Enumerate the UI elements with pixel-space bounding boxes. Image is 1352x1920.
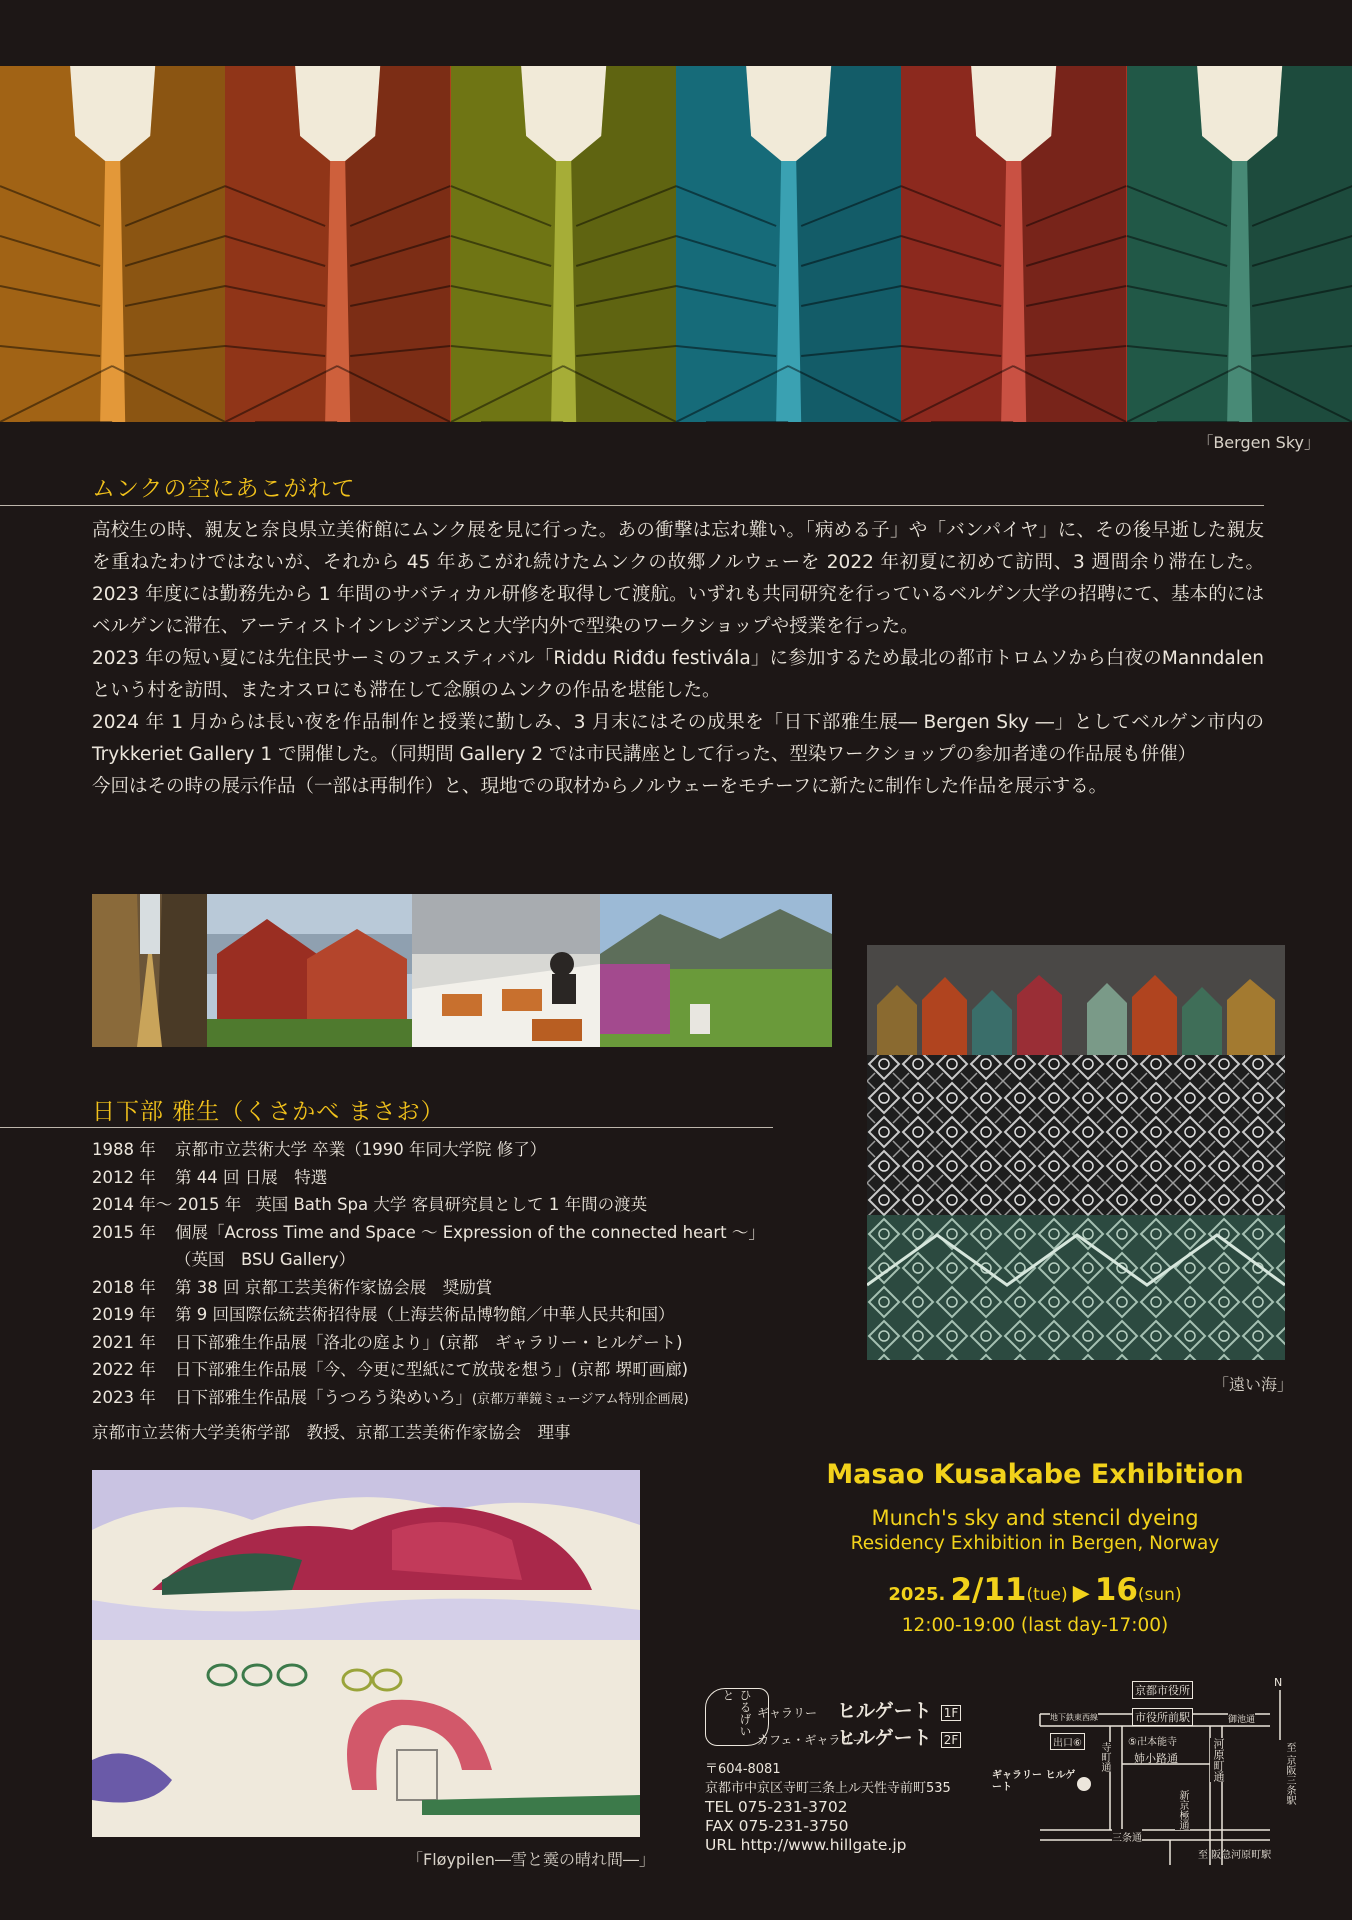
map-station: 市役所前駅	[1132, 1708, 1193, 1726]
start-date: 2/11	[950, 1572, 1027, 1608]
profile-divider	[0, 1127, 773, 1128]
timeline-entry: 2012 年 第 44 回 日展 特選	[92, 1167, 328, 1187]
intro-heading: ムンクの空にあこがれて	[92, 476, 356, 502]
intro-paragraph: 高校生の時、親友と奈良県立美術館にムンク展を見に行った。あの衝撃は忘れ難い。「病める子」や「バンパイヤ」に、その後早逝した親友を重ねたわけではないが、それから 45 年あこがれ続けたムンクの故郷ノルウェーを 2022 年初夏に初めて訪問、3 週間余り滞在した。2023 年度には勤務先から 1 年間のサバティカル研修を取得して渡航。いずれも共同研究を行っているベルゲン大学の招聘にて、基本的にはベルゲンに滞在、アーティストインレジデンスと大学内外で型染のワークショップや授業を行った。	[92, 520, 1264, 637]
timeline-entry: 2022 年 日下部雅生作品展「今、今更に型紙にて放哉を想う」(京都 堺町画廊)	[92, 1360, 689, 1379]
map-gallery-marker: ギャラリー ヒルゲート	[992, 1770, 1076, 1793]
map-shinkyogoku-street: 新京極通	[1177, 1790, 1188, 1830]
photo-strip	[92, 894, 832, 1047]
timeline-entry: 1988 年 京都市立芸術大学 卒業（1990 年同大学院 修了）	[92, 1140, 547, 1159]
map-teramachi-street: 寺町通	[1099, 1742, 1110, 1772]
postal-code: 〒604-8081	[705, 1762, 781, 1777]
timeline-entry: （英国 BSU Gallery）	[175, 1250, 356, 1269]
map-exit: 出口⑥	[1050, 1733, 1085, 1750]
end-day: (sun)	[1137, 1585, 1182, 1605]
street-address: 京都市中京区寺町三条上ル天性寺前町535	[705, 1781, 951, 1796]
bergen-sky-caption: 「Bergen Sky」	[1197, 433, 1320, 452]
website-url[interactable]: URL http://www.hillgate.jp	[705, 1836, 907, 1854]
affiliation: 京都市立芸術大学美術学部 教授、京都工芸美術作家協会 理事	[92, 1423, 571, 1442]
fax: FAX 075-231-3750	[705, 1817, 849, 1835]
artwork-floypilen	[92, 1470, 640, 1837]
floypilen-caption: 「Fløypilen―雪と霙の晴れ間―」	[407, 1850, 655, 1869]
bergen-sky-panel	[451, 66, 676, 422]
north-icon: N	[1274, 1676, 1283, 1689]
exhibition-dates	[790, 1572, 1280, 1608]
intro-paragraph: 今回はその時の展示作品（一部は再制作）と、現地での取材からノルウェーをモチーフに新たに制作した作品を展示する。	[92, 776, 1108, 797]
intro-divider	[0, 505, 1264, 506]
exhibition-year: 2025.	[888, 1584, 946, 1605]
bergen-sky-panel	[0, 66, 225, 422]
gallery-logo: ひるげいと	[705, 1688, 769, 1746]
map-hankyu-direction: 至 阪急河原町駅	[1198, 1850, 1272, 1861]
intro-text	[92, 515, 1264, 803]
timeline-entry: 2014 年～ 2015 年 英国 Bath Spa 大学 客員研究員として 1 年間の渡英	[92, 1195, 648, 1214]
gallery-floor-2: カフェ・ギャラリーヒルゲート 2F	[757, 1723, 961, 1750]
telephone: TEL 075-231-3702	[705, 1798, 848, 1816]
intro-paragraph: 2023 年の短い夏には先住民サーミのフェスティバル「Riddu Riđđu festivála」に参加するため最北の都市トロムソから白夜のManndalen という村を訪問、またオスロにも滞在して念願のムンクの作品を堪能した。	[92, 648, 1264, 701]
exhibition-subtitle-residency: Residency Exhibition in Bergen, Norway	[850, 1533, 1220, 1554]
access-map	[992, 1676, 1300, 1865]
timeline-entry: 2023 年 日下部雅生作品展「うつろう染めいろ」 (京都万華鏡ミュージアム特別企画展)	[92, 1387, 689, 1407]
timeline-entry: 2019 年 第 9 回国際伝統芸術招待展（上海芸術品博物館／中華人民共和国）	[92, 1305, 675, 1324]
map-anekoji-street: 姉小路通	[1134, 1752, 1178, 1765]
photo-red-houses	[207, 894, 412, 1047]
gallery-address	[705, 1760, 951, 1855]
bergen-sky-panel	[225, 66, 450, 422]
map-city-hall: 京都市役所	[1132, 1681, 1193, 1699]
bergen-sky-panel	[676, 66, 901, 422]
exhibition-title: Masao Kusakabe Exhibition	[826, 1459, 1244, 1490]
map-keihan-direction: 至 京阪三条駅	[1284, 1742, 1295, 1806]
profile-timeline	[92, 1136, 792, 1413]
arrow-icon: ▶	[1072, 1581, 1090, 1606]
artwork-distant-sea	[867, 945, 1285, 1360]
profile-heading: 日下部 雅生（くさかべ まさお）	[92, 1099, 445, 1125]
map-honnoji: ⑤卍本能寺	[1128, 1737, 1177, 1748]
photo-workshop	[412, 894, 600, 1047]
photo-meadow	[600, 894, 832, 1047]
map-sanjo-street: 三条通	[1112, 1829, 1142, 1844]
timeline-entry: 2018 年 第 38 回 京都工芸美術作家協会展 奨励賞	[92, 1277, 493, 1297]
bergen-sky-panel	[1127, 66, 1352, 422]
map-subway-line: 地下鉄東西線	[1050, 1713, 1098, 1722]
map-oike-street: 御池通	[1228, 1712, 1255, 1725]
exhibition-hours: 12:00-19:00 (last day-17:00)	[901, 1615, 1169, 1636]
photo-bryggen-alley	[92, 894, 207, 1047]
start-day: (tue)	[1026, 1585, 1068, 1605]
bergen-sky-banner	[0, 66, 1352, 422]
intro-paragraph: 2024 年 1 月からは長い夜を作品制作と授業に勤しみ、3 月末にはその成果を「日下部雅生展― Bergen Sky ―」としてベルゲン市内の Trykkeriet Gallery 1 で開催した。（同期間 Gallery 2 では市民講座として行った、型染ワークショップの参加者達の作品展も併催）	[92, 712, 1264, 765]
timeline-entry: 2015 年 個展「Across Time and Space ～ Expression of the connected heart ～」	[92, 1222, 765, 1242]
map-kawaramachi-street: 河原町通	[1212, 1738, 1225, 1782]
end-date: 16	[1094, 1572, 1138, 1608]
distant-sea-caption: 「遠い海」	[1213, 1375, 1294, 1394]
timeline-entry: 2021 年 日下部雅生作品展「洛北の庭より」(京都 ギャラリー・ヒルゲート)	[92, 1332, 683, 1352]
bergen-sky-panel	[901, 66, 1126, 422]
exhibition-subtitle: Munch's sky and stencil dyeing	[871, 1506, 1199, 1530]
gallery-floor-1: ギャラリー ヒルゲート 1F	[757, 1696, 961, 1723]
